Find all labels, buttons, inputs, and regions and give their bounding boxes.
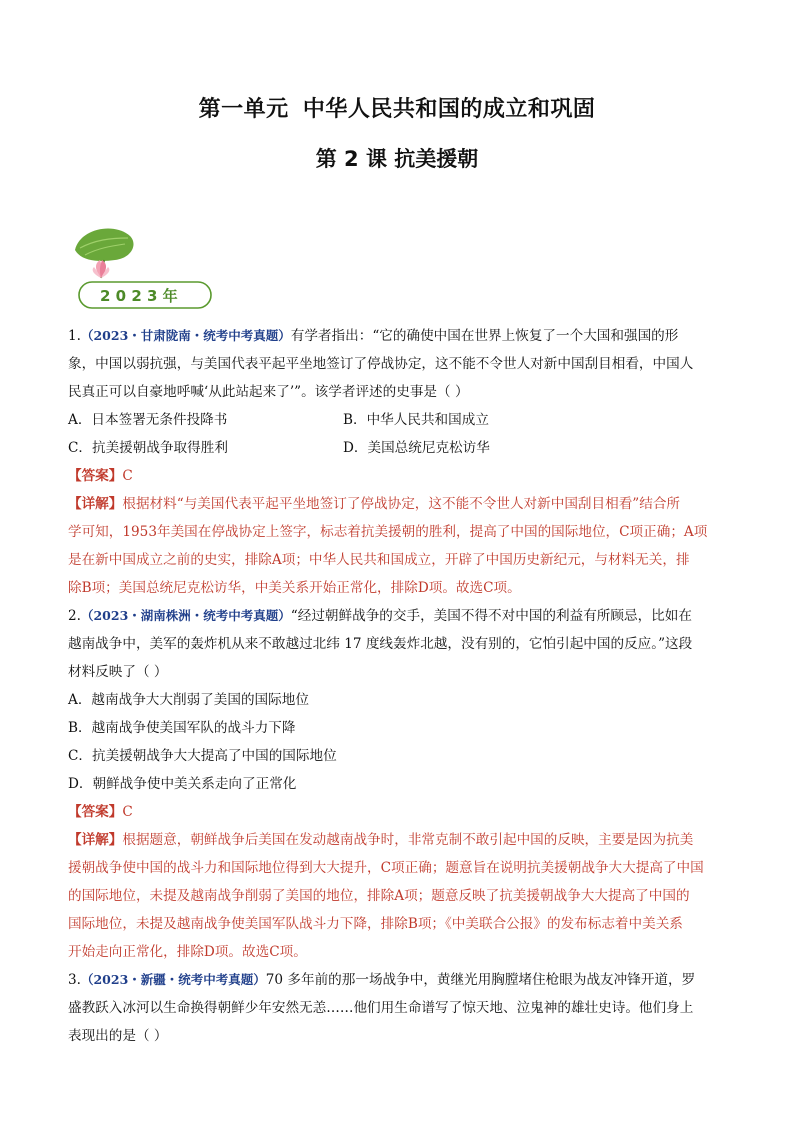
option-d: D．美国总统尼克松访华	[343, 440, 490, 456]
question-1-line-2: 象，中国以弱抗强，与美国代表平起平坐地签订了停战协定，这不能不令世人对新中国刮目相看，中国人	[68, 356, 694, 372]
option-a: A．日本签署无条件投降书	[68, 412, 228, 428]
option-c: C．抗美援朝战争大大提高了中国的国际地位	[68, 748, 337, 764]
option-c: C．抗美援朝战争取得胜利	[68, 440, 228, 456]
question-2-detail-line-4: 国际地位，未提及越南战争使美国军队战斗力下降，排除B项；《中美联合公报》的发布标志着中美关系	[68, 916, 683, 932]
question-3-line-1: 3.（2023・新疆・统考中考真题）70 多年前的那一场战争中，黄继光用胸膛堵住枪眼为战友冲锋开道，罗	[68, 972, 696, 988]
question-2-line-1: 2.（2023・湖南株洲・统考中考真题）“经过朝鲜战争的交手，美国不得不对中国的利益有所顾忌，比如在	[68, 608, 692, 624]
unit-title: 第一单元 中华人民共和国的成立和巩固	[198, 97, 596, 122]
question-1-detail-line-1: 【详解】根据材料“与美国代表平起平坐地签订了停战协定，这不能不令世人对新中国刮目相看”结合所	[68, 496, 681, 512]
question-3-line-2: 盛教跃入冰河以生命换得朝鲜少年安然无恙……他们用生命谱写了惊天地、泣鬼神的雄壮史诗。他们身上	[68, 1000, 694, 1016]
question-2-answer: 【答案】C	[68, 804, 133, 820]
question-1-source: （2023・甘肃陇南・统考中考真题）	[80, 328, 291, 343]
option-b: B．越南战争使美国军队的战斗力下降	[68, 720, 296, 736]
question-1-detail-line-3: 是在新中国成立之前的史实，排除A项；中华人民共和国成立，开辟了中国历史新纪元，与材料无关，排	[68, 552, 690, 568]
badge-year-text: 2 0 2 3 年	[100, 287, 178, 305]
question-1-detail-line-4: 除B项；美国总统尼克松访华，中美关系开始正常化，排除D项。故选C项。	[68, 580, 521, 596]
lesson-title: 第 2 课 抗美援朝	[315, 147, 479, 171]
lotus-leaf-icon	[70, 220, 220, 320]
option-b: B．中华人民共和国成立	[343, 412, 489, 428]
question-1-detail-line-2: 学可知，1953年美国在停战协定上签字，标志着抗美援朝的胜利，提高了中国的国际地位，C项正确；A项	[68, 524, 708, 540]
question-1-line-3: 民真正可以自豪地呼喊‘从此站起来了’”。该学者评述的史事是（ ）	[68, 384, 469, 400]
question-2-source: （2023・湖南株洲・统考中考真题）	[80, 608, 291, 623]
question-2-line-3: 材料反映了（ ）	[68, 664, 168, 680]
question-list	[68, 322, 728, 1050]
year-badge	[70, 220, 220, 320]
question-2-detail-line-5: 开始走向正常化，排除D项。故选C项。	[68, 944, 307, 960]
option-d: D．朝鲜战争使中美关系走向了正常化	[68, 776, 297, 792]
question-2-line-2: 越南战争中，美军的轰炸机从来不敢越过北纬 17 度线轰炸北越，没有别的，它怕引起中国的反应。”这段	[68, 636, 693, 652]
question-1-options-row-2	[68, 434, 728, 462]
question-2-detail-line-3: 的国际地位，未提及越南战争削弱了美国的地位，排除A项；题意反映了抗美援朝战争大大提高了中国的	[68, 888, 690, 904]
question-2-detail-line-2: 援朝战争使中国的战斗力和国际地位得到大大提升，C项正确；题意旨在说明抗美援朝战争大大提高了中国	[68, 860, 704, 876]
question-3-line-3: 表现出的是（ ）	[68, 1028, 168, 1044]
question-2-detail-line-1: 【详解】根据题意，朝鲜战争后美国在发动越南战争时，非常克制不敢引起中国的反映，主要是因为抗美	[68, 832, 694, 848]
question-1-answer: 【答案】C	[68, 468, 133, 484]
option-a: A．越南战争大大削弱了美国的国际地位	[68, 692, 309, 708]
question-1-line-1: 1.（2023・甘肃陇南・统考中考真题）有学者指出：“它的确使中国在世界上恢复了一个大国和强国的形	[68, 328, 679, 344]
question-3-source: （2023・新疆・统考中考真题）	[80, 972, 266, 987]
question-1-options-row-1	[68, 406, 728, 434]
